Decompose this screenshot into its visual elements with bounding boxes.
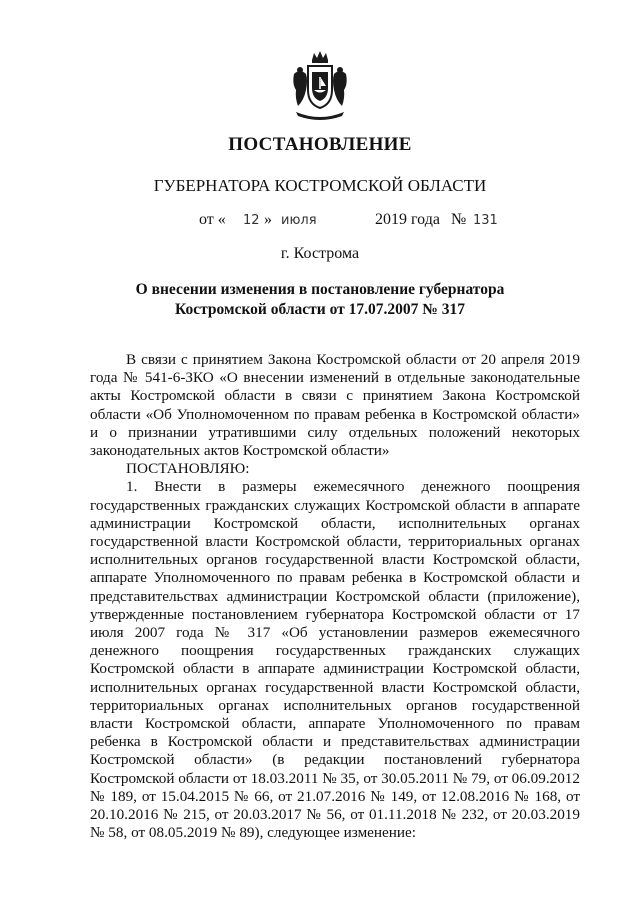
date-day: 12 [243, 213, 260, 228]
date-prefix: от « [199, 211, 226, 228]
heading-line-1: О внесении изменения в постановление губернатора [135, 281, 505, 298]
date-month: июля [281, 213, 317, 228]
date-number-line [0, 211, 640, 235]
document-body [90, 351, 580, 842]
decree-word: ПОСТАНОВЛЯЮ: [126, 460, 250, 478]
document-heading [0, 280, 640, 320]
clause-1-paragraph: 1. Внести в размеры ежемесячного денежного поощрения государственных гражданских служащих Костромской области в аппарате администрации Костромской области, исполнительных органах государственной власти Костромской области, территориальных органах исполнительных органов государственной власти Костромской области, аппарате Уполномоченного по правам ребенка в Костромской области и представительствах администрации Костромской области (приложение), утвержденные постановлением губернатора Костромской области от 17 июля 2007 года № 317 «Об установлении размеров ежемесячного денежного поощрения государственных гражданских служащих Костромской области в аппарате администрации Костромской области, исполнительных органах государственной власти Костромской области, территориальных органах исполнительных органов государственной власти Костромской области, аппарате Уполномоченного по правам ребенка в Костромской области и представительствах администрации Костромской области» (в редакции постановлений губернатора Костромской области от 18.03.2011 № 35, от 30.05.2011 № 79, от 06.09.2012 № 189, от 15.04.2015 № 66, от 21.07.2016 № 149, от 12.08.2016 № 168, от 20.10.2016 № 215, от 20.03.2017 № 56, от 01.11.2018 № 232, от 20.03.2019 № 58, от 08.05.2019 № 89), следующее изменение: [90, 478, 580, 842]
document-number: 131 [473, 213, 498, 228]
preamble-paragraph: В связи с принятием Закона Костромской области от 20 апреля 2019 года № 541-6-ЗКО «О внесении изменений в отдельные законодательные акты Костромской области в связи с принятием Закона Костромской области «Об Уполномоченном по правам ребенка в Костромской области» и о признании утратившими силу отдельных положений некоторых законодательных актов Костромской области» [90, 351, 580, 460]
number-sign: № [451, 211, 467, 228]
document-title: ПОСТАНОВЛЕНИЕ [228, 134, 412, 155]
coat-of-arms-icon [290, 50, 350, 122]
date-quote-close: » [264, 211, 272, 228]
issuer-line: ГУБЕРНАТОРА КОСТРОМСКОЙ ОБЛАСТИ [153, 176, 487, 195]
date-year: 2019 года [375, 211, 440, 228]
heading-line-2: Костромской области от 17.07.2007 № 317 [175, 301, 465, 318]
city-line: г. Кострома [280, 245, 360, 262]
